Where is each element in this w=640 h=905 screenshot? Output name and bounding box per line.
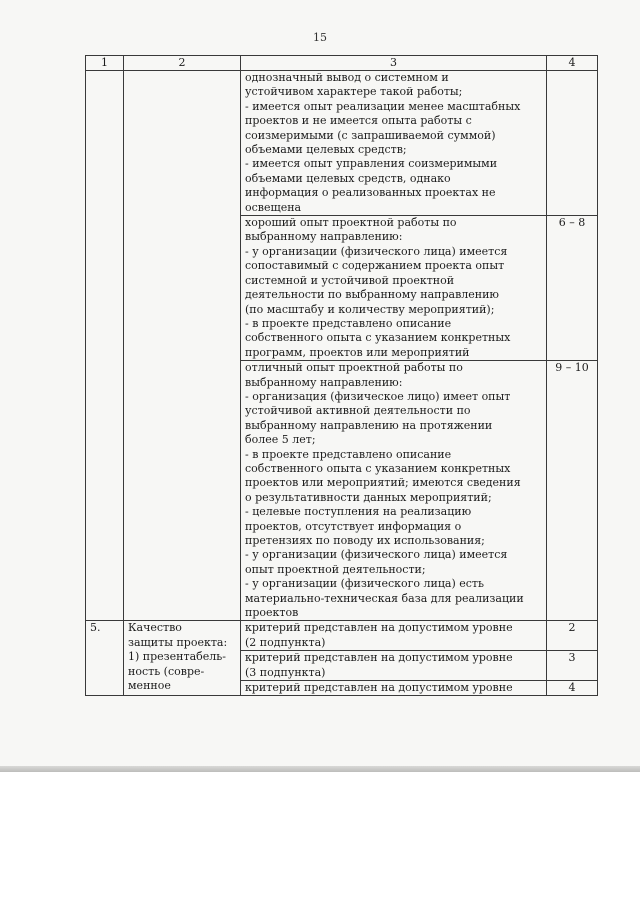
level-description — [241, 651, 547, 681]
level-description — [241, 71, 547, 216]
score-cell: 9 – 10 — [547, 361, 598, 621]
table-header-row — [86, 56, 598, 71]
text-line: освещена — [245, 200, 302, 214]
text-line: выбранному направлению: — [245, 230, 403, 244]
header-col-3: 3 — [241, 56, 547, 71]
score-cell: 2 — [547, 621, 598, 651]
text-line: (по масштабу и количеству мероприятий); — [245, 302, 495, 316]
score-cell — [547, 71, 598, 216]
scan-edge — [0, 766, 640, 772]
text-line: проектов, отсутствует информация о — [245, 519, 462, 533]
criterion-name — [124, 621, 241, 696]
text-line: (2 подпункта) — [245, 635, 326, 649]
text-line: информация о реализованных проектах не — [245, 186, 496, 200]
text-line: о результативности данных мероприятий; — [245, 490, 492, 504]
text-line: проектов и не имеется опыта работы с — [245, 114, 472, 128]
text-line: проектов — [245, 606, 299, 620]
criterion-number: 5. — [86, 621, 124, 696]
text-line: объемами целевых средств, однако — [245, 171, 451, 185]
table-row-criterion-5-level-1 — [86, 621, 598, 651]
text-line: деятельности по выбранному направлению — [245, 288, 500, 302]
text-line: ность (совре- — [128, 664, 205, 678]
text-line: - целевые поступления на реализацию — [245, 505, 472, 519]
empty-number-cell — [86, 71, 124, 621]
text-line: соизмеримыми (с запрашиваемой суммой) — [245, 128, 496, 142]
text-line: - у организации (физического лица) имеется — [245, 548, 508, 562]
table-row-continuation — [86, 71, 598, 216]
text-line: 1) презентабель- — [128, 650, 226, 664]
text-line: критерий представлен на допустимом уровне — [245, 681, 513, 695]
text-line: менное — [128, 679, 171, 693]
text-line: материально-техническая база для реализации — [245, 591, 524, 605]
level-description — [241, 361, 547, 621]
text-line: устойчивом характере такой работы; — [245, 85, 463, 99]
text-line: отличный опыт проектной работы по — [245, 361, 463, 375]
level-description — [241, 216, 547, 361]
empty-criterion-cell — [124, 71, 241, 621]
text-line: опыт проектной деятельности; — [245, 562, 426, 576]
text-line: Качество — [128, 621, 182, 635]
header-col-2: 2 — [124, 56, 241, 71]
text-line: сопоставимый с содержанием проекта опыт — [245, 259, 505, 273]
score-cell: 6 – 8 — [547, 216, 598, 361]
text-line: - в проекте представлено описание — [245, 447, 452, 461]
text-line: защиты проекта: — [128, 635, 228, 649]
text-line: выбранному направлению: — [245, 375, 403, 389]
text-line: претензиях по поводу их использования; — [245, 534, 485, 547]
text-line: - у организации (физического лица) есть — [245, 577, 484, 591]
text-line: однозначный вывод о системном и — [245, 71, 449, 84]
level-description — [241, 621, 547, 651]
text-line: собственного опыта с указанием конкретных — [245, 331, 511, 345]
text-line: объемами целевых средств; — [245, 143, 407, 157]
text-line: хороший опыт проектной работы по — [245, 216, 457, 230]
text-line: - организация (физическое лицо) имеет опыт — [245, 389, 511, 403]
text-line: (3 подпункта) — [245, 665, 326, 679]
text-line: - у организации (физического лица) имеется — [245, 244, 508, 258]
header-col-1: 1 — [86, 56, 124, 71]
text-line: - имеется опыт управления соизмеримыми — [245, 157, 498, 171]
score-cell: 4 — [547, 681, 598, 696]
text-line: системной и устойчивой проектной — [245, 273, 455, 287]
header-col-4: 4 — [547, 56, 598, 71]
criteria-table — [85, 55, 598, 696]
text-line: проектов или мероприятий; имеются сведения — [245, 476, 521, 490]
level-description — [241, 681, 547, 696]
score-cell: 3 — [547, 651, 598, 681]
text-line: устойчивой активной деятельности по — [245, 404, 471, 418]
text-line: выбранному направлению на протяжении — [245, 418, 493, 432]
text-line: более 5 лет; — [245, 433, 316, 447]
text-line: - имеется опыт реализации менее масштабных — [245, 99, 521, 113]
text-line: критерий представлен на допустимом уровне — [245, 621, 513, 635]
text-line: программ, проектов или мероприятий — [245, 345, 470, 359]
text-line: критерий представлен на допустимом уровне — [245, 651, 513, 665]
text-line: - в проекте представлено описание — [245, 316, 452, 330]
text-line: собственного опыта с указанием конкретных — [245, 461, 511, 475]
page-number: 15 — [313, 31, 327, 44]
